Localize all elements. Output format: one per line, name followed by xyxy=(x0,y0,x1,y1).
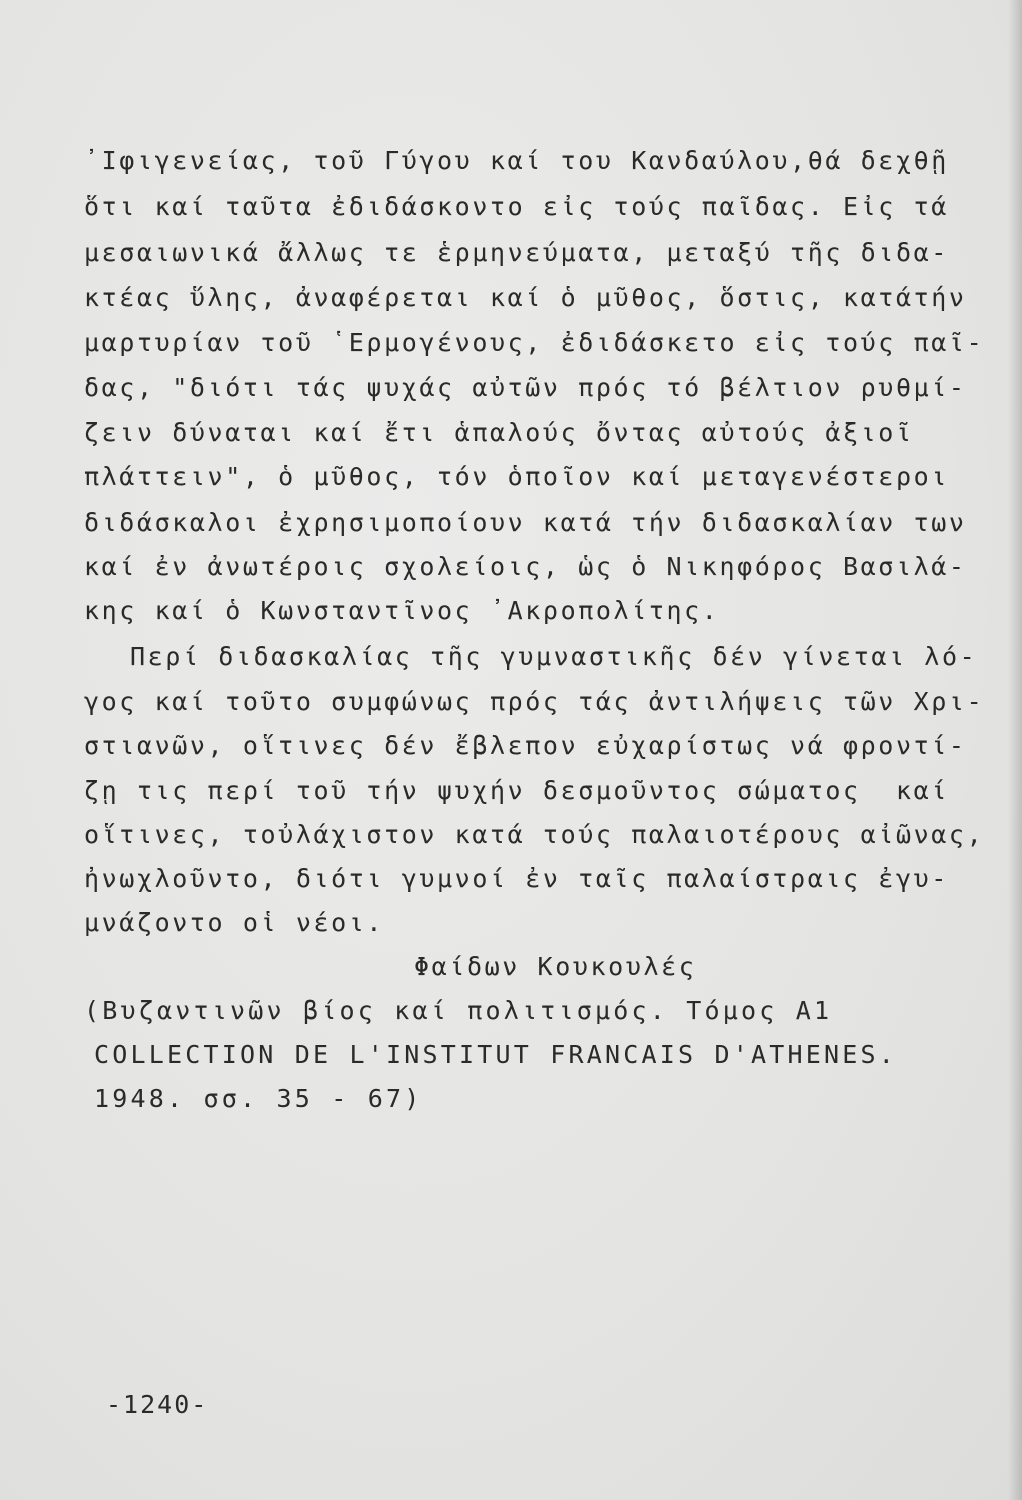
text-line: πλάττειν", ὁ μῦθος, τόν ὁποῖον καί μεταγενέστεροι xyxy=(84,462,949,491)
text-line: κτέας ὕλης, ἀναφέρεται καί ὁ μῦθος, ὅστις, κατάτήν xyxy=(84,283,967,312)
citation-line: 1948. σσ. 35 - 67) xyxy=(94,1084,423,1113)
text-line: μνάζοντο οἱ νέοι. xyxy=(84,908,385,937)
text-line: κης καί ὁ Κωνσταντῖνος ᾿Ακροπολίτης. xyxy=(84,596,720,625)
text-line: ζειν δύναται καί ἔτι ἁπαλούς ὄντας αὐτούς ἀξιοῖ xyxy=(84,418,914,447)
citation-line: (Βυζαντινῶν βίος καί πολιτισμός. Τόμος Α1 xyxy=(84,996,833,1025)
text-line: Περί διδασκαλίας τῆς γυμναστικῆς δέν γίνεται λό- xyxy=(130,642,978,671)
text-line: ᾿Ιφιγενείας, τοῦ Γύγου καί του Κανδαύλου,θά δεχθῇ xyxy=(84,146,949,175)
text-line: μαρτυρίαν τοῦ ῾Ερμογένους, ἐδιδάσκετο εἰς τούς παῖ- xyxy=(84,328,985,357)
text-line: γος καί τοῦτο συμφώνως πρός τάς ἀντιλήψεις τῶν Χρι- xyxy=(84,687,985,716)
text-line: μεσαιωνικά ἄλλως τε ἑρμηνεύματα, μεταξύ τῆς διδα- xyxy=(84,238,949,267)
text-line: ὅτι καί ταῦτα ἐδιδάσκοντο εἰς τούς παῖδας. Εἰς τά xyxy=(84,192,949,221)
text-line: στιανῶν, οἵτινες δέν ἔβλεπον εὐχαρίστως νά φροντί- xyxy=(84,731,967,760)
text-line: ἠνωχλοῦντο, διότι γυμνοί ἐν ταῖς παλαίστραις ἐγυ- xyxy=(84,864,949,893)
author-name: Φαίδων Κουκουλές xyxy=(414,952,697,981)
page-number: -1240- xyxy=(106,1390,209,1419)
text-line: οἵτινες, τοὐλάχιστον κατά τούς παλαιοτέρους αἰῶνας, xyxy=(84,820,985,849)
text-line: ζῃ τις περί τοῦ τήν ψυχήν δεσμοῦντος σώματος καί xyxy=(84,776,949,805)
text-line: διδάσκαλοι ἐχρησιμοποίουν κατά τήν διδασκαλίαν των xyxy=(84,508,967,537)
citation-line: COLLECTION DE L'INSTITUT FRANCAIS D'ATHENES. xyxy=(94,1040,898,1069)
page-edge-shadow xyxy=(1008,0,1022,1500)
text-line: καί ἐν ἀνωτέροις σχολείοις, ὡς ὁ Νικηφόρος Βασιλά- xyxy=(84,552,967,581)
text-line: δας, "διότι τάς ψυχάς αὐτῶν πρός τό βέλτιον ρυθμί- xyxy=(84,373,967,402)
